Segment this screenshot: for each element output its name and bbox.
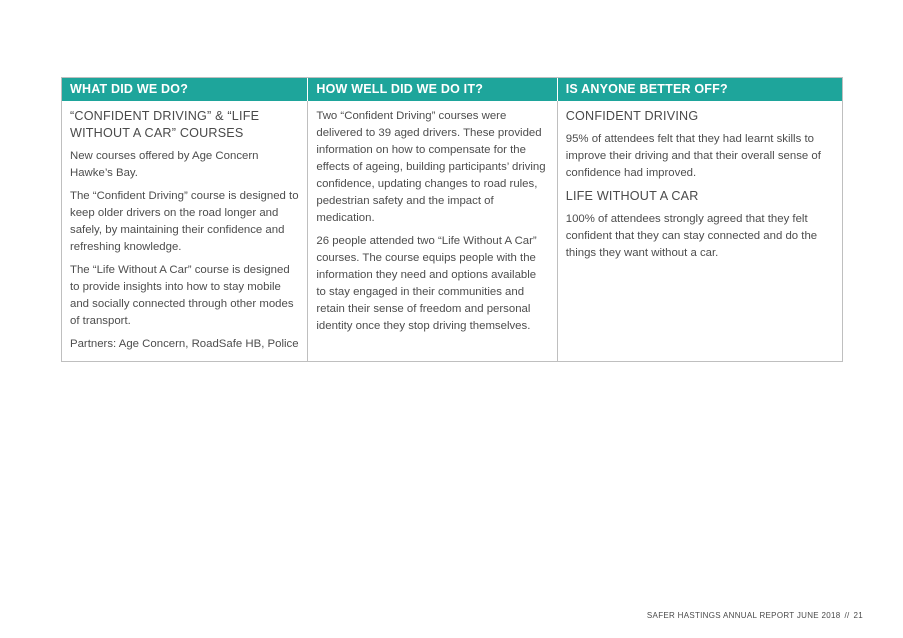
confident-driving-heading: CONFIDENT DRIVING <box>565 109 699 123</box>
header-better-off: IS ANYONE BETTER OFF? <box>558 78 842 101</box>
cell-better-off <box>558 101 842 361</box>
page-footer <box>647 611 863 620</box>
table-header-row <box>62 78 842 101</box>
col3-paragraph-1: 95% of attendees felt that they had learnt skills to improve their driving and that their overall sense of confidence had improved. <box>565 133 821 179</box>
report-title: SAFER HASTINGS ANNUAL REPORT JUNE 2018 <box>646 611 841 620</box>
courses-title: “CONFIDENT DRIVING” & “LIFE WITHOUT A CAR” COURSES <box>70 109 260 140</box>
page-number: 21 <box>853 611 863 620</box>
col2-paragraph-2: 26 people attended two “Life Without A Car” courses. The course equips people with the information they need and options available to stay engaged in their communities and retain their sense of freedom and personal identity once they stop driving themselves. <box>316 235 537 332</box>
col3-paragraph-2: 100% of attendees strongly agreed that they felt confident that they can stay connected and do the things they want without a car. <box>565 213 818 259</box>
col1-paragraph-2: The “Confident Driving” course is designed to keep older drivers on the road longer and safely, by maintaining their confidence and refreshing knowledge. <box>70 190 299 253</box>
col1-paragraph-1: New courses offered by Age Concern Hawke’s Bay. <box>70 150 259 179</box>
table-body-row <box>62 101 842 361</box>
header-what-did-we-do: WHAT DID WE DO? <box>62 78 308 101</box>
cell-how-well <box>308 101 557 361</box>
col2-paragraph-1: Two “Confident Driving” courses were delivered to 39 aged drivers. These provided information on how to compensate for the effects of ageing, building participants’ driving confidence, updating changes to road rules, pedestrian safety and the impact of medication. <box>316 110 546 224</box>
col1-paragraph-3: The “Life Without A Car” course is designed to provide insights into how to stay mobile and socially connected through other modes of transport. <box>70 264 294 327</box>
cell-what-did-we-do <box>62 101 308 361</box>
partners-line: Partners: Age Concern, RoadSafe HB, Police <box>70 338 299 350</box>
header-how-well: HOW WELL DID WE DO IT? <box>308 78 557 101</box>
results-table <box>61 77 843 362</box>
life-without-car-heading: LIFE WITHOUT A CAR <box>565 189 699 203</box>
footer-separator: // <box>844 611 850 620</box>
